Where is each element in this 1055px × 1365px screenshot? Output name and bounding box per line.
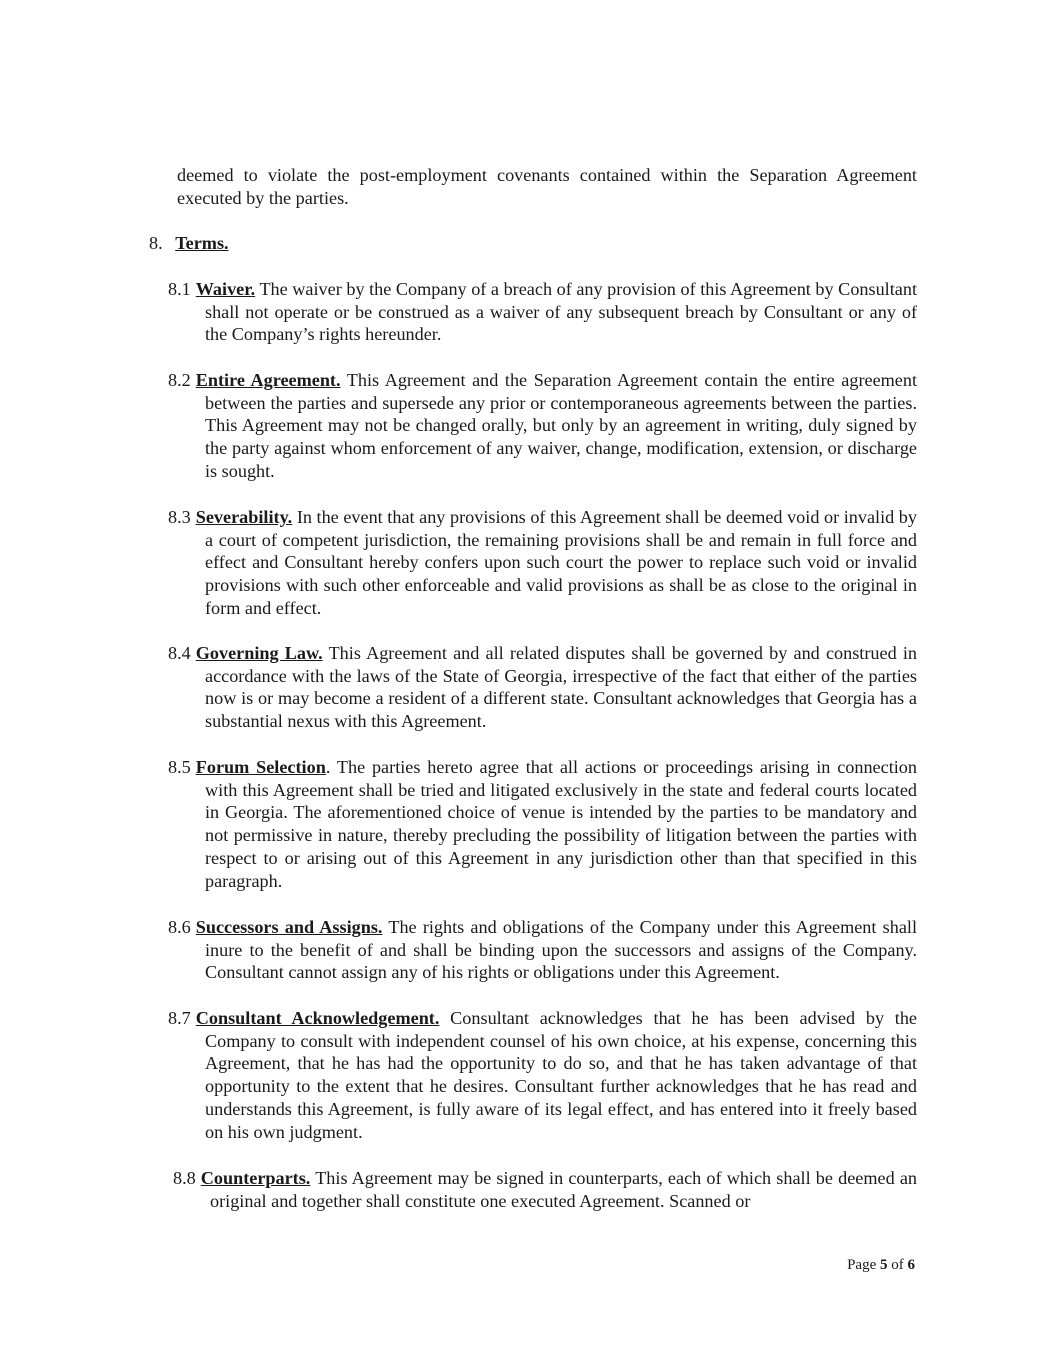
page-number [847, 1256, 915, 1274]
clause-title: Waiver. [195, 279, 256, 299]
page-word: Page [847, 1257, 877, 1273]
clause-number: 8.2 [168, 370, 191, 390]
clause-number: 8.6 [168, 917, 191, 937]
clause-body: The rights and obligations of the Company under this Agreement shall inure to the benefit of and shall be binding upon the successors and assigns of the Company. Consultant cannot assign any of his rights or obligations under this Agreement. [205, 917, 917, 983]
clause-8-6 [168, 916, 917, 984]
clause-number: 8.1 [168, 279, 191, 299]
clause-number: 8.4 [168, 643, 191, 663]
clause-body: The waiver by the Company of a breach of any provision of this Agreement by Consultant shall not operate or be construed as a waiver of any subsequent breach by Consultant or any of the Company’s rights hereunder. [205, 279, 917, 345]
clause-body: This Agreement may be signed in counterparts, each of which shall be deemed an original and together shall constitute one executed Agreement. Scanned or [210, 1168, 917, 1211]
clause-number: 8.5 [168, 757, 191, 777]
intro-paragraph: deemed to violate the post-employment covenants contained within the Separation Agreement executed by the parties. [177, 165, 917, 208]
section-heading [149, 232, 229, 255]
clause-title: Governing Law. [195, 643, 323, 663]
clause-title: Severability. [195, 507, 293, 527]
clause-body: In the event that any provisions of this Agreement shall be deemed void or invalid by a court of competent jurisdiction, the remaining provisions shall be and remain in full force and effect and Consultant hereby confers upon such court the power to replace such void or invalid provisions with such other enforceable and valid provisions as shall be as close to the original in form and effect. [205, 507, 917, 618]
clause-8-7 [168, 1007, 917, 1143]
clause-title: Counterparts. [200, 1168, 311, 1188]
clause-8-8 [173, 1167, 917, 1212]
clause-title: Forum Selection [195, 757, 326, 777]
clause-body: . The parties hereto agree that all actions or proceedings arising in connection with this Agreement shall be tried and litigated exclusively in the state and federal courts located in Georgia. The aforementioned choice of venue is intended by the parties to be mandatory and not permissive in nature, thereby precluding the possibility of litigation between the parties with respect to or arising out of this Agreement in any jurisdiction other than that specified in this paragraph. [205, 757, 917, 891]
clause-number: 8.8 [173, 1168, 196, 1188]
clause-8-2 [168, 369, 917, 483]
section-heading-number: 8. [149, 233, 163, 253]
section-heading-title: Terms. [175, 233, 229, 253]
of-word: of [891, 1257, 904, 1273]
clause-title: Entire Agreement. [195, 370, 341, 390]
clause-body: Consultant acknowledges that he has been advised by the Company to consult with independent counsel of his own choice, at his expense, concerning this Agreement, that he has had the opportunity to do so, and that he has taken advantage of that opportunity to the extent that he desires. Consultant further acknowledges that he has read and understands this Agreement, is fully aware of its legal effect, and has entered into it freely based on his own judgment. [205, 1008, 918, 1142]
page-current: 5 [880, 1257, 888, 1273]
clause-8-3 [168, 506, 917, 620]
clause-8-1 [168, 278, 917, 346]
clause-8-4 [168, 642, 917, 733]
clause-body: This Agreement and the Separation Agreement contain the entire agreement between the parties and supersede any prior or contemporaneous agreements between the parties. This Agreement may not be changed orally, but only by an agreement in writing, duly signed by the party against whom enforcement of any waiver, change, modification, extension, or discharge is sought. [205, 370, 918, 481]
clause-title: Consultant Acknowledgement. [195, 1008, 440, 1028]
clause-8-5 [168, 756, 917, 892]
clause-title: Successors and Assigns. [195, 917, 383, 937]
clause-body: This Agreement and all related disputes shall be governed by and construed in accordance with the laws of the State of Georgia, irrespective of the fact that either of the parties now is or may become a resident of a different state. Consultant acknowledges that Georgia has a substantial nexus with this Agreement. [205, 643, 917, 732]
clause-number: 8.7 [168, 1008, 191, 1028]
clause-number: 8.3 [168, 507, 191, 527]
page-total: 6 [907, 1257, 915, 1273]
